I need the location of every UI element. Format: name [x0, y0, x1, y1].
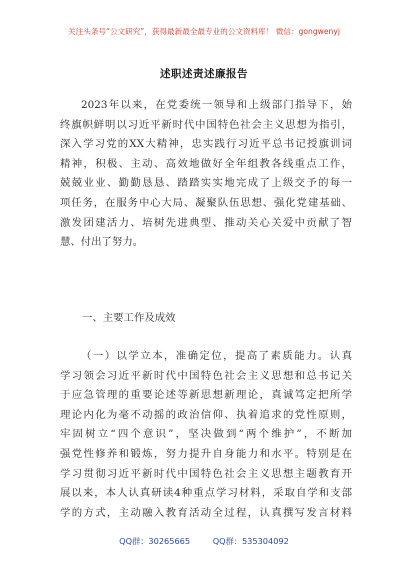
sub-paragraph [60, 347, 352, 523]
paragraph-line: 项任务，在服务中心大局、凝聚队伍思想、强化党建基础、 [60, 196, 352, 209]
document-title: 述职述责述廉报告 [160, 68, 248, 80]
paragraph-line: 终旗帜鲜明以习近平新时代中国特色社会主义思想为指引， [60, 118, 352, 131]
paragraph-line: 学习领会习近平新时代中国特色社会主义思想和总书记关 [60, 369, 352, 382]
paragraph-line: （一）以学立本，准确定位，提高了素质能力。认真 [81, 350, 352, 362]
paragraph-line: 激发团建活力、培树先进典型、推动关心关爱中贡献了智 [60, 216, 352, 229]
paragraph-line: 慧、付出了努力。 [60, 236, 144, 249]
paragraph-line: 2023年以来，在党委统一领导和上级部门指导下，始 [81, 99, 352, 111]
header-promo-note: 关注头条号“公文研究”，获得最新最全最专业的公文资料库！ 微信：gongwenyj [68, 27, 340, 36]
paragraph-line: 强党性修养和锻炼，努力提升自身能力和水平。特别是在 [60, 447, 352, 460]
paragraph-line: 深入学习党的XX大精神，忠实践行习近平总书记授旗训词 [60, 138, 352, 151]
paragraph-line: 学的方式，主动融入教育活动全过程，认真撰写发言材料 [60, 506, 352, 519]
footer-contact [0, 536, 408, 547]
section-heading: 一、主要工作及成效 [82, 312, 176, 324]
paragraph-line: 于应急管理的重要论述等新思想新理论，真诚笃定把所学 [60, 389, 352, 402]
paragraph-line: 牢固树立“四个意识”，坚决做到“两个维护”，不断加 [60, 428, 352, 441]
footer-qq-group-1: QQ群：30265665 [119, 536, 191, 546]
paragraph-line: 展以来，本人认真研读4种重点学习材料，采取自学和支部 [60, 487, 352, 500]
paragraph-line: 精神，积极、主动、高效地做好全年组教各线重点工作， [60, 157, 352, 170]
paragraph-line: 理论内化为毫不动摇的政治信仰、执着追求的党性原则， [60, 408, 352, 421]
intro-paragraph [60, 96, 352, 253]
footer-qq-group-2: QQ群：535304092 [212, 536, 289, 546]
paragraph-line: 学习贯彻习近平新时代中国特色社会主义思想主题教育开 [60, 467, 352, 480]
paragraph-line: 兢兢业业、勤勤恳恳、踏踏实实地完成了上级交予的每一 [60, 177, 352, 190]
